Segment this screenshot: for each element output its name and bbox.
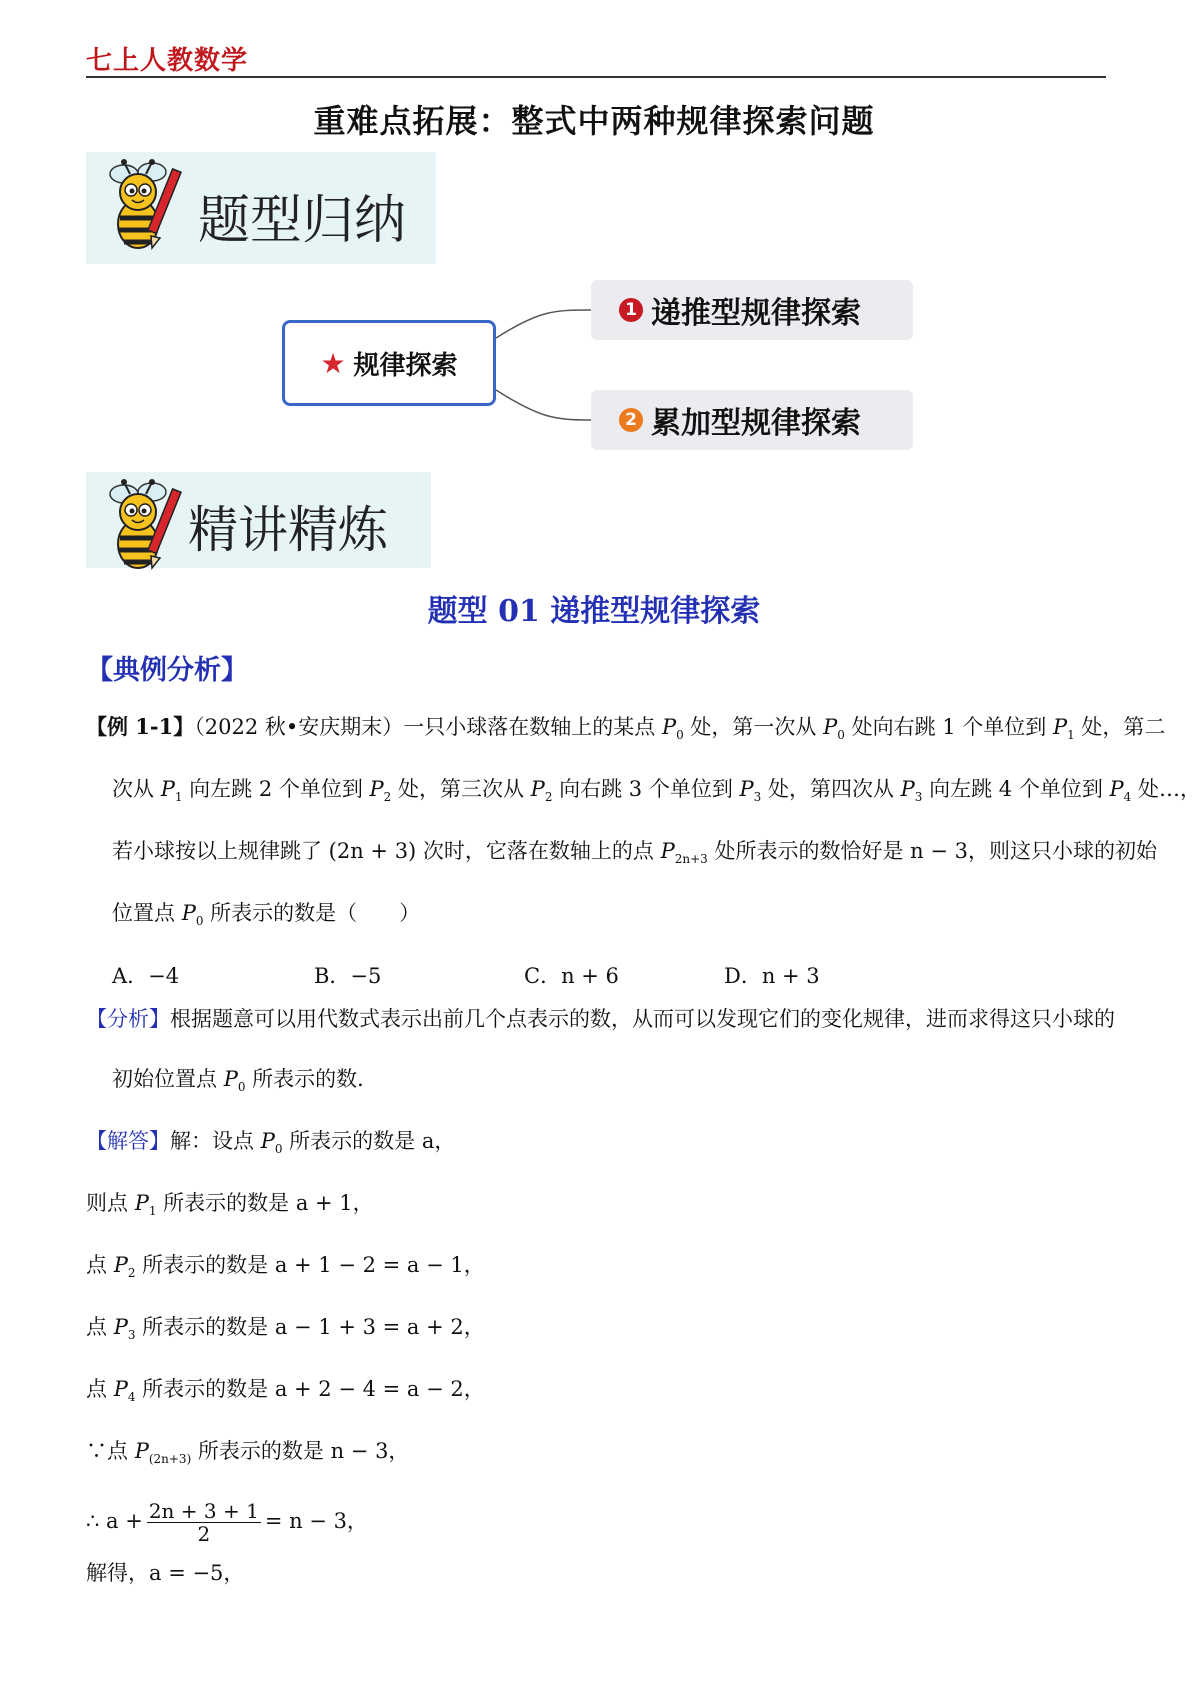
math-sub: 2 (127, 1266, 136, 1280)
text-run: 所表示的数是 a + 1， (156, 1191, 374, 1215)
solution-line-2 (86, 1188, 374, 1226)
analysis-line-1 (86, 1004, 1115, 1034)
example-tag: 【例 1-1】 (86, 714, 195, 739)
text-run: 向左跳 4 个单位到 (922, 777, 1110, 801)
math-sub: 2 (383, 790, 392, 804)
math-sub: 2n+3 (674, 852, 708, 866)
text-run: 所表示的数是 a − 1 + 3 = a + 2， (135, 1315, 485, 1339)
text-run: 处向右跳 1 个单位到 (844, 715, 1053, 739)
math-var: P (530, 777, 545, 801)
text-run: 处，第四次从 (761, 777, 901, 801)
mindmap-branch-cumulative (591, 390, 913, 450)
math-var: P (900, 777, 915, 801)
banner-title: 题型归纳 (198, 191, 407, 251)
text-run: 处，第三次从 (391, 777, 531, 801)
fraction-denominator: 2 (197, 1522, 211, 1546)
text-run: 点 (86, 1315, 114, 1339)
math-sub: 4 (1123, 790, 1132, 804)
header-brand: 七上人教数学 (86, 46, 249, 76)
math-sub: 0 (274, 1142, 283, 1156)
text-run: 所表示的数是 a， (282, 1129, 456, 1153)
sub-heading: 【典例分析】 (86, 655, 248, 686)
math-sub: 0 (676, 728, 684, 742)
solution-line-5 (86, 1374, 485, 1412)
solution-line-6 (86, 1436, 409, 1474)
math-sub: 0 (195, 914, 204, 928)
text-run: 所表示的数． (245, 1067, 379, 1091)
math-sub: 1 (148, 1204, 157, 1218)
option-d[interactable]: D．n + 3 (724, 964, 820, 988)
section-title: 题型 01 递推型规律探索 (427, 594, 761, 629)
math-var: P (739, 777, 754, 801)
math-sub: 0 (237, 1080, 246, 1094)
text-run: 次从 (112, 777, 161, 801)
bee-pencil-icon (94, 478, 194, 574)
analysis-tag: 【分析】 (86, 1007, 170, 1031)
text-run: 根据题意可以用代数式表示出前几个点表示的数，从而可以发现它们的变化规律，进而求得这只小球的 (170, 1007, 1115, 1031)
solution-line-7 (86, 1496, 368, 1546)
text-run: 初始位置点 (112, 1067, 224, 1091)
example-line-2 (112, 774, 1201, 812)
mindmap-branch-label: 累加型规律探索 (651, 406, 861, 441)
option-c[interactable]: C．n + 6 (524, 964, 619, 988)
math-var: P (113, 1315, 128, 1339)
text-run: 所表示的数是 a + 2 − 4 = a − 2， (135, 1377, 485, 1401)
mindmap-branch-recursive (591, 280, 913, 340)
text-run: 向左跳 2 个单位到 (182, 777, 370, 801)
text-run: 一只小球落在数轴上的某点 (403, 715, 662, 739)
banner-title: 精讲精炼 (188, 501, 388, 559)
text-run: 处…， (1131, 777, 1201, 801)
analysis-line-2 (112, 1064, 378, 1102)
math-var: P (823, 715, 838, 739)
math-sub: 1 (1067, 728, 1075, 742)
math-var: P (113, 1253, 128, 1277)
math-var: P (260, 1129, 275, 1153)
mindmap-branch-label: 递推型规律探索 (651, 296, 861, 331)
text-run: 处，第二 (1074, 715, 1166, 739)
star-icon: ★ (320, 346, 346, 380)
math-sub: (2n+3) (148, 1452, 192, 1466)
text-run: 位置点 (112, 901, 182, 925)
math-sub: 2 (544, 790, 553, 804)
example-line-4 (112, 898, 420, 936)
mindmap-center-label: 规律探索 (353, 350, 458, 381)
math-sub: 3 (914, 790, 923, 804)
text-run: ∵点 (86, 1439, 135, 1463)
math-var: P (160, 777, 175, 801)
math-var: P (113, 1377, 128, 1401)
text-run: ∴ a + (86, 1509, 143, 1533)
math-var: P (134, 1191, 149, 1215)
solution-line-1 (86, 1126, 455, 1164)
math-var: P (661, 715, 677, 739)
math-sub: 0 (837, 728, 845, 742)
math-var: P (134, 1439, 149, 1463)
option-b[interactable]: B．−5 (314, 964, 382, 988)
solution-line-4 (86, 1312, 485, 1350)
text-run: = n − 3， (264, 1509, 368, 1533)
text-run: 处，第一次从 (683, 715, 824, 739)
math-var: P (1109, 777, 1124, 801)
number-two-icon: 2 (619, 408, 643, 432)
solution-tag: 【解答】 (86, 1129, 170, 1153)
math-sub: 3 (753, 790, 762, 804)
text-run: 所表示的数是 a + 1 − 2 = a − 1， (135, 1253, 485, 1277)
math-var: P (181, 901, 196, 925)
mindmap-center-node (282, 320, 496, 406)
example-line-3 (112, 836, 1157, 874)
text-run: 则点 (86, 1191, 135, 1215)
math-sub: 1 (174, 790, 183, 804)
math-var: P (660, 839, 675, 863)
text-run: 点 (86, 1253, 114, 1277)
math-var: P (1052, 715, 1068, 739)
text-run: 处所表示的数恰好是 n − 3，则这只小球的初始 (707, 839, 1157, 863)
text-run: 若小球按以上规律跳了 (2n + 3) 次时，它落在数轴上的点 (112, 839, 661, 863)
text-run: 点 (86, 1377, 114, 1401)
example-source: （2022 秋•安庆期末） (194, 715, 404, 739)
math-sub: 4 (127, 1390, 136, 1404)
text-run: 解：设点 (170, 1129, 261, 1153)
example-line-1 (86, 712, 1165, 750)
text-run: 向右跳 3 个单位到 (552, 777, 740, 801)
banner-practice (86, 472, 431, 568)
solution-line-8: 解得，a = −5， (86, 1561, 245, 1585)
math-var: P (223, 1067, 238, 1091)
document-title: 重难点拓展：整式中两种规律探索问题 (313, 102, 875, 140)
solution-line-3 (86, 1250, 485, 1288)
number-one-icon: 1 (619, 298, 643, 322)
fraction (147, 1500, 261, 1545)
math-var: P (369, 777, 384, 801)
math-sub: 3 (127, 1328, 136, 1342)
text-run: 所表示的数是 n − 3， (191, 1439, 410, 1463)
text-run: 所表示的数是（ ） (203, 901, 421, 925)
fraction-numerator: 2n + 3 + 1 (148, 1499, 259, 1523)
option-a[interactable]: A．−4 (112, 964, 180, 988)
